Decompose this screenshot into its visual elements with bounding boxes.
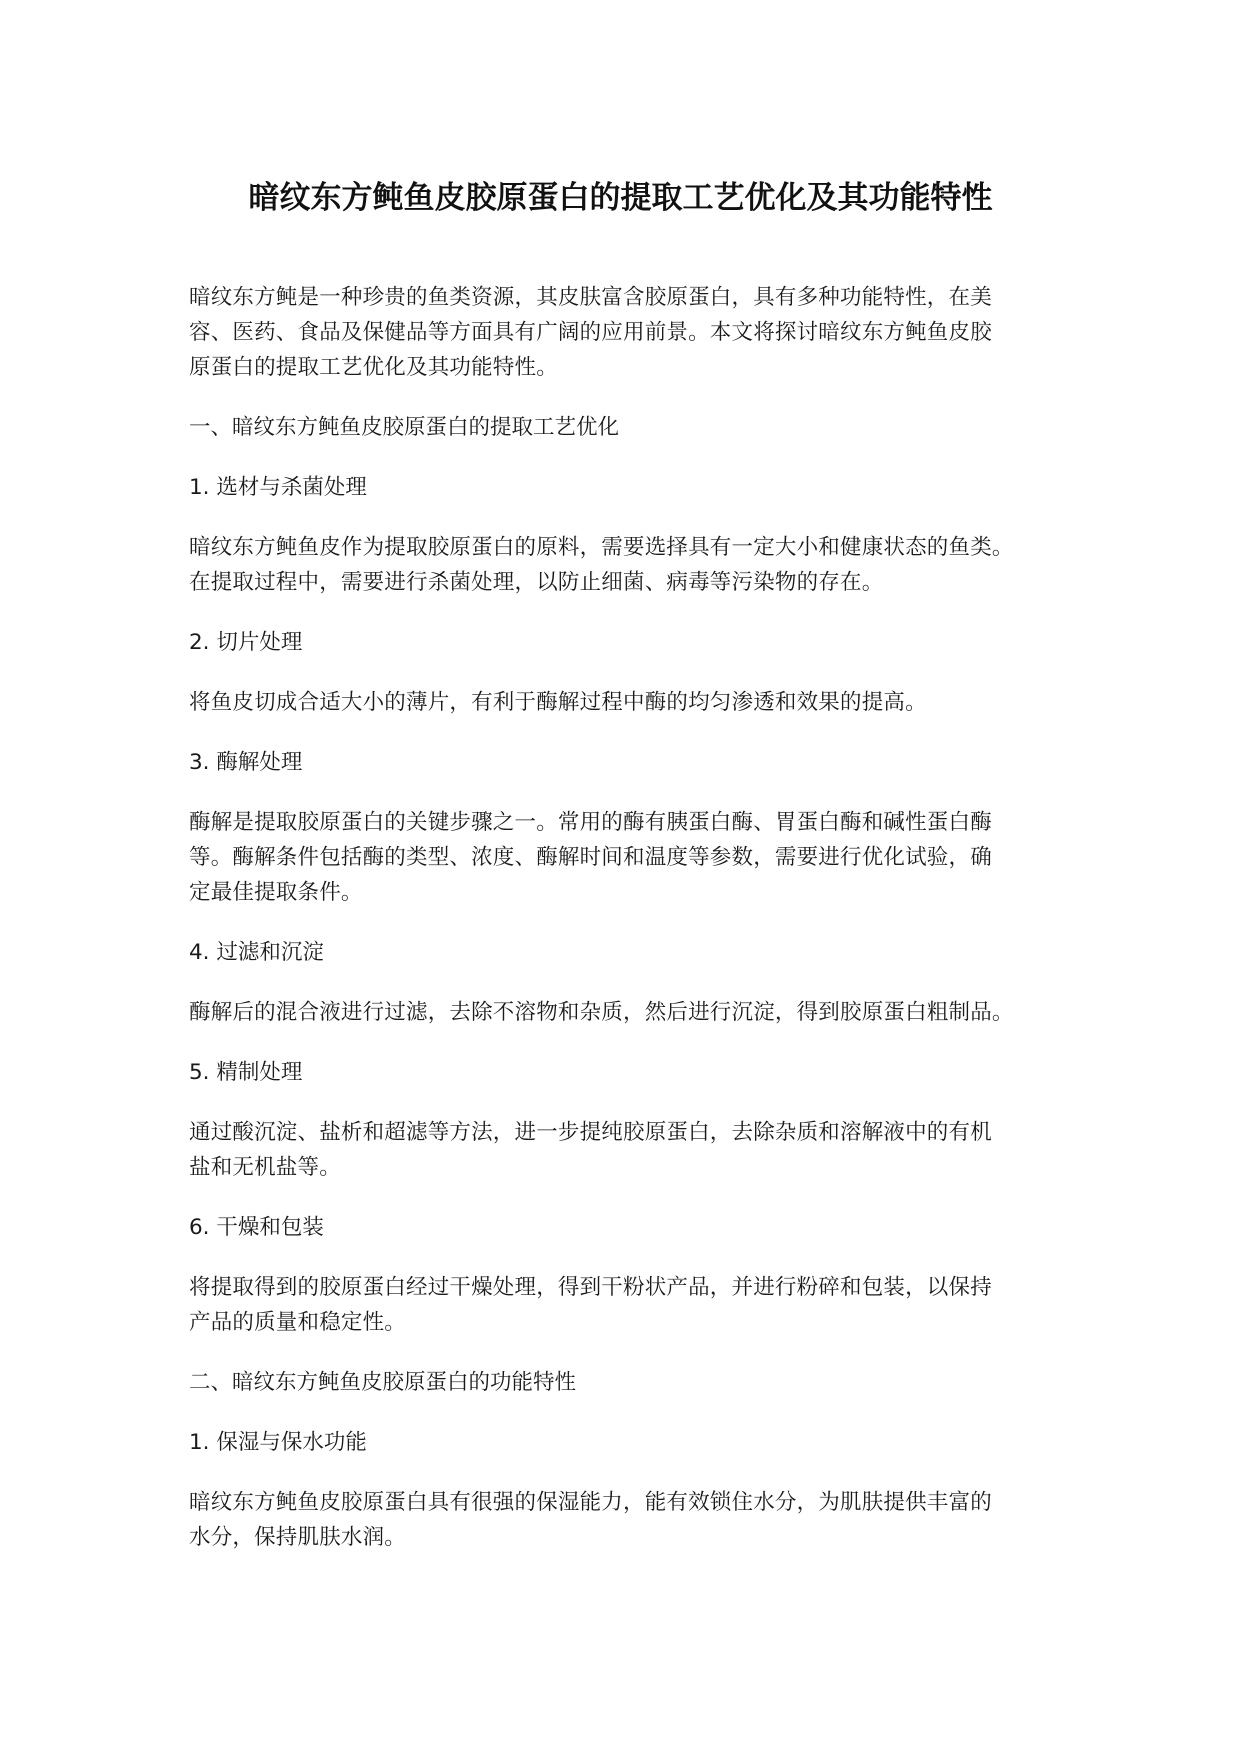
section-heading: 6. 干燥和包装 [189,1215,324,1240]
paragraph-line: 通过酸沉淀、盐析和超滤等方法，进一步提纯胶原蛋白，去除杂质和溶解液中的有机 [189,1120,992,1145]
paragraph-line: 容、医药、食品及保健品等方面具有广阔的应用前景。本文将探讨暗纹东方鲀鱼皮胶 [189,320,992,345]
body-paragraph [189,1485,1069,1555]
body-paragraph [189,1115,1069,1185]
paragraph-line: 酶解是提取胶原蛋白的关键步骤之一。常用的酶有胰蛋白酶、胃蛋白酶和碱性蛋白酶 [189,810,992,835]
paragraph-line: 盐和无机盐等。 [189,1155,341,1180]
document-body [189,280,1069,1580]
section-heading: 一、暗纹东方鲀鱼皮胶原蛋白的提取工艺优化 [189,415,620,440]
paragraph-line: 产品的质量和稳定性。 [189,1310,407,1335]
body-paragraph [189,995,1069,1030]
paragraph-line: 暗纹东方鲀是一种珍贵的鱼类资源，其皮肤富含胶原蛋白，具有多种功能特性，在美 [189,285,992,310]
body-paragraph [189,685,1069,720]
section-heading: 1. 选材与杀菌处理 [189,475,367,500]
paragraph-line: 暗纹东方鲀鱼皮胶原蛋白具有很强的保湿能力，能有效锁住水分，为肌肤提供丰富的 [189,1490,992,1515]
body-paragraph [189,1270,1069,1340]
document-title: 暗纹东方鲀鱼皮胶原蛋白的提取工艺优化及其功能特性 [248,180,993,216]
paragraph-line: 将鱼皮切成合适大小的薄片，有利于酶解过程中酶的均匀渗透和效果的提高。 [189,690,927,715]
paragraph-line: 原蛋白的提取工艺优化及其功能特性。 [189,355,558,380]
paragraph-line: 暗纹东方鲀鱼皮作为提取胶原蛋白的原料，需要选择具有一定大小和健康状态的鱼类。 [189,535,1014,560]
paragraph-line: 等。酶解条件包括酶的类型、浓度、酶解时间和温度等参数，需要进行优化试验，确 [189,845,992,870]
section-heading: 1. 保湿与保水功能 [189,1430,367,1455]
paragraph-line: 酶解后的混合液进行过滤，去除不溶物和杂质，然后进行沉淀，得到胶原蛋白粗制品。 [189,1000,1014,1025]
body-paragraph [189,530,1069,600]
section-heading: 5. 精制处理 [189,1060,303,1085]
body-paragraph [189,280,1069,385]
paragraph-line: 定最佳提取条件。 [189,880,363,905]
section-heading: 3. 酶解处理 [189,750,303,775]
section-heading: 二、暗纹东方鲀鱼皮胶原蛋白的功能特性 [189,1370,577,1395]
section-heading: 2. 切片处理 [189,630,303,655]
body-paragraph [189,805,1069,910]
paragraph-line: 水分，保持肌肤水润。 [189,1525,407,1550]
paragraph-line: 在提取过程中，需要进行杀菌处理，以防止细菌、病毒等污染物的存在。 [189,570,884,595]
section-heading: 4. 过滤和沉淀 [189,940,324,965]
paragraph-line: 将提取得到的胶原蛋白经过干燥处理，得到干粉状产品，并进行粉碎和包装，以保持 [189,1275,992,1300]
